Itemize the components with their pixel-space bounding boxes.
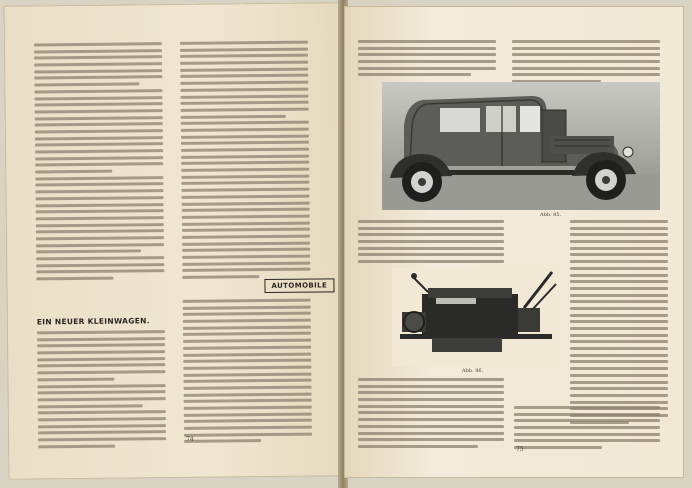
right-page-top-text-left: [358, 40, 496, 80]
section-label: AUTOMOBILE: [264, 278, 334, 293]
right-page-top-text-right: [512, 40, 660, 87]
right-page-bottom-text-right: [514, 406, 660, 453]
article-heading: EIN NEUER KLEINWAGEN.: [36, 316, 150, 327]
right-page: [344, 6, 684, 478]
car-photo: [382, 82, 660, 210]
car-photo-caption: Abb. 85.: [540, 212, 562, 218]
car-illustration: [382, 82, 660, 210]
left-column-upper-text: [34, 42, 165, 284]
left-page: [4, 2, 345, 479]
right-page-number: 75: [516, 446, 524, 453]
engine-photo-caption: Abb. 86.: [462, 368, 484, 374]
engine-photo: [392, 268, 560, 366]
right-column-upper-text: [180, 41, 311, 283]
left-column-lower-text: [37, 330, 166, 452]
right-column-lower-text: [183, 299, 313, 447]
right-page-bottom-text-left: [358, 378, 504, 452]
engine-illustration: [392, 268, 560, 366]
right-page-mid-text-left: [358, 220, 504, 267]
right-page-side-text: [570, 220, 668, 427]
left-page-number: 74: [186, 435, 194, 443]
